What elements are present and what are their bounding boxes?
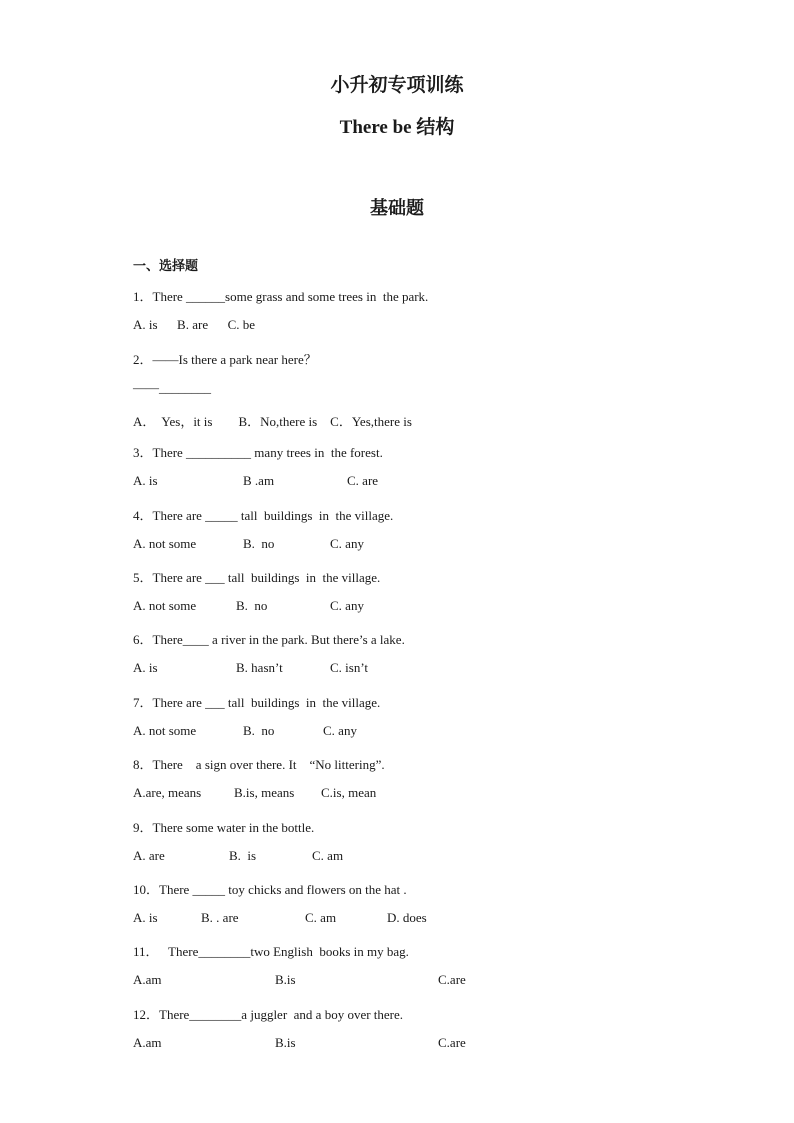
- question-12-option-a: A.am: [133, 1035, 162, 1050]
- question-9-option-a: A. are: [133, 848, 165, 863]
- question-10-option-d: D. does: [387, 910, 427, 925]
- question-10-option-a: A. is: [133, 910, 158, 925]
- document-subtitle: There be 结构: [339, 117, 455, 138]
- question-9-option-b: B. is: [229, 848, 257, 863]
- question-4-option-b: B. no: [243, 536, 275, 551]
- question-2-answer-blank: ——________: [133, 380, 211, 395]
- question-1: 1．There ______some grass and some trees in the park.: [133, 289, 429, 304]
- question-10-option-c: C. am: [305, 910, 337, 925]
- question-5-option-c: C. any: [330, 598, 364, 613]
- question-2-options: A． Yes，it is B．No,there is C．Yes,there is: [133, 414, 412, 429]
- question-3-option-a: A. is: [133, 473, 158, 488]
- question-3: 3．There __________ many trees in the forest.: [133, 445, 383, 460]
- question-12: 12．There________a juggler and a boy over there.: [133, 1007, 404, 1022]
- question-10: 10．There _____ toy chicks and flowers on the hat .: [133, 882, 407, 897]
- question-3-option-b: B .am: [243, 473, 275, 488]
- question-8: 8．There a sign over there. It “No littering”.: [133, 757, 385, 772]
- question-4-option-a: A. not some: [133, 536, 197, 551]
- question-11-option-c: C.are: [438, 972, 466, 987]
- question-6: 6．There____ a river in the park. But there’s a lake.: [133, 632, 405, 647]
- question-11-option-a: A.am: [133, 972, 162, 987]
- question-7: 7．There are ___ tall buildings in the village.: [133, 695, 381, 710]
- section-heading: 一、选择题: [133, 258, 199, 273]
- question-8-option-b: B.is, means: [234, 785, 295, 800]
- question-9-option-c: C. am: [312, 848, 344, 863]
- question-7-option-b: B. no: [243, 723, 275, 738]
- question-8-option-c: C.is, mean: [321, 785, 377, 800]
- document-title: 小升初专项训练: [330, 75, 464, 96]
- question-5-option-b: B. no: [236, 598, 268, 613]
- question-12-option-b: B.is: [275, 1035, 296, 1050]
- question-7-option-a: A. not some: [133, 723, 197, 738]
- question-2: 2．——Is there a park near here？: [133, 352, 317, 367]
- question-12-option-c: C.are: [438, 1035, 466, 1050]
- question-9: 9．There some water in the bottle.: [133, 820, 315, 835]
- question-6-option-c: C. isn’t: [330, 660, 369, 675]
- question-4: 4．There are _____ tall buildings in the village.: [133, 508, 394, 523]
- question-6-option-b: B. hasn’t: [236, 660, 283, 675]
- difficulty-heading: 基础题: [370, 198, 424, 218]
- question-4-option-c: C. any: [330, 536, 364, 551]
- question-11-option-b: B.is: [275, 972, 296, 987]
- question-8-option-a: A.are, means: [133, 785, 202, 800]
- question-5-option-a: A. not some: [133, 598, 197, 613]
- question-3-option-c: C. are: [347, 473, 379, 488]
- question-11: 11． There________two English books in my bag.: [133, 944, 409, 959]
- question-1-options: A. is B. are C. be: [133, 317, 256, 332]
- question-6-option-a: A. is: [133, 660, 158, 675]
- question-10-option-b: B. . are: [201, 910, 239, 925]
- question-7-option-c: C. any: [323, 723, 357, 738]
- question-5: 5．There are ___ tall buildings in the village.: [133, 570, 381, 585]
